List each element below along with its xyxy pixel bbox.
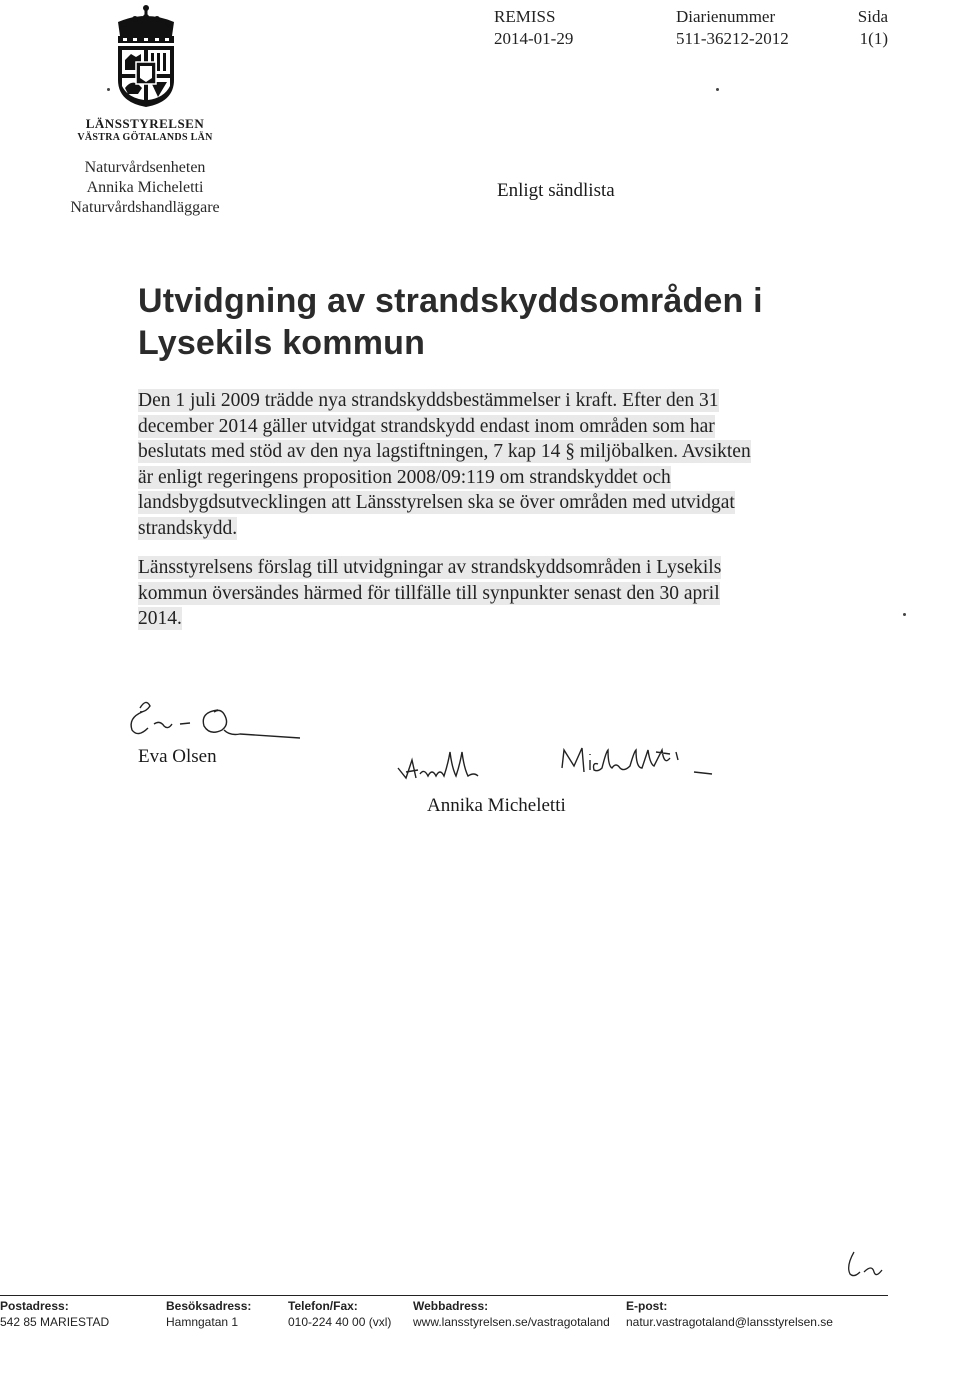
footer-phone <box>288 1298 391 1330</box>
signature-eva-olsen <box>120 690 305 750</box>
page-value: 1(1) <box>859 29 888 48</box>
sender-role: Naturvårdshandläggare <box>70 199 220 216</box>
phone-label: Telefon/Fax: <box>288 1299 358 1313</box>
paragraph-2 <box>138 555 763 632</box>
scan-speck <box>716 88 719 91</box>
title-line-1: Utvidgning av strandskyddsområden i <box>138 282 763 320</box>
sender-unit: Naturvårdsenheten <box>84 159 206 176</box>
phone-value: 010-224 40 00 (vxl) <box>288 1315 392 1329</box>
visit-label: Besöksadress: <box>166 1299 252 1313</box>
doc-type-date <box>494 6 573 50</box>
web-value[interactable]: www.lansstyrelsen.se/vastragotaland <box>413 1315 610 1329</box>
paragraph-2-text: Länsstyrelsens förslag till utvidgningar av strandskyddsområden i Lysekils kommun översändes härmed för tillfälle till synpunkter senast den 30 april 2014. <box>138 557 722 629</box>
visit-value: Hamngatan 1 <box>166 1315 239 1329</box>
agency-block <box>0 116 290 145</box>
page-number-block <box>850 6 888 50</box>
footer-email <box>626 1298 833 1330</box>
postal-label: Postadress: <box>0 1299 69 1313</box>
reference-number-block <box>676 6 789 50</box>
signer-2-name: Annika Micheletti <box>427 795 566 816</box>
signer-1-name: Eva Olsen <box>138 746 217 767</box>
doc-type: REMISS <box>494 7 556 26</box>
postal-value: 542 85 MARIESTAD <box>0 1315 110 1329</box>
title-line-2: Lysekils kommun <box>138 324 426 362</box>
paragraph-1-text: Den 1 juli 2009 trädde nya strandskyddsbestämmelser i kraft. Efter den 31 december 2014 gäller utvidgat strandskydd endast inom områden som har beslutats med stöd av den nya lagstiftningen, 7 kap 14 § miljöbalken. Avsikten är enligt regeringens proposition 2008/09:119 om strandskyddet och landsbygdsutvecklingen att Länsstyrelsen ska se över områden med utvidgat strandskydd. <box>138 390 751 539</box>
agency-name: LÄNSSTYRELSEN <box>85 116 205 131</box>
footer-visit <box>166 1298 251 1330</box>
signature-annika-micheletti <box>394 738 744 800</box>
handwritten-initials <box>842 1250 892 1280</box>
document-title <box>138 280 763 364</box>
scan-speck <box>903 613 906 616</box>
coat-of-arms-logo <box>98 2 194 108</box>
email-value[interactable]: natur.vastragotaland@lansstyrelsen.se <box>626 1315 833 1329</box>
agency-county: VÄSTRA GÖTALANDS LÄN <box>77 132 213 143</box>
footer-web <box>413 1298 610 1330</box>
page-label: Sida <box>857 7 888 26</box>
doc-date: 2014-01-29 <box>494 29 574 48</box>
scan-speck <box>107 88 110 91</box>
web-label: Webbadress: <box>413 1299 489 1313</box>
sender-name: Annika Micheletti <box>86 179 204 196</box>
ref-number: 511-36212-2012 <box>676 29 789 48</box>
email-label: E-post: <box>626 1299 668 1313</box>
ref-label: Diarienummer <box>676 7 776 26</box>
footer-postal <box>0 1298 109 1330</box>
recipient: Enligt sändlista <box>497 180 615 201</box>
paragraph-1 <box>138 388 763 541</box>
sender-block <box>0 158 290 218</box>
footer-divider <box>0 1295 888 1296</box>
